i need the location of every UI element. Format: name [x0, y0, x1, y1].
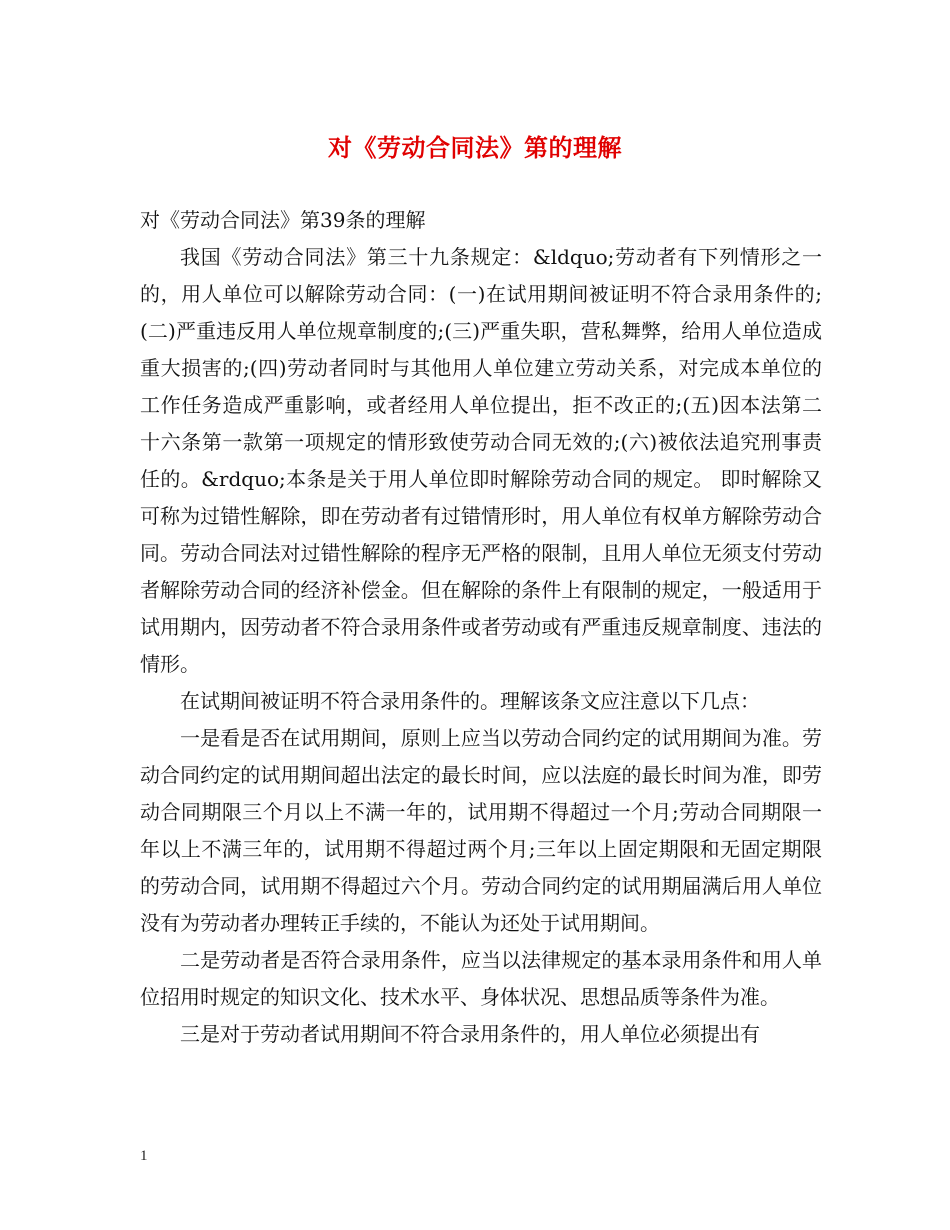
paragraph-3: 一是看是否在试用期间，原则上应当以劳动合同约定的试用期间为准。劳动合同约定的试用期间超出法定的最长时间，应以法庭的最长时间为准，即劳动合同期限三个月以上不满一年的，试用期不得超过一个月;劳动合同期限一年以上不满三年的，试用期不得超过两个月;三年以上固定期限和无固定期限的劳动合同，试用期不得超过六个月。劳动合同约定的试用期届满后用人单位没有为劳动者办理转正手续的，不能认为还处于试用期间。	[140, 726, 822, 935]
document-body	[140, 202, 822, 1053]
document-subtitle: 对《劳动合同法》第39条的理解	[140, 208, 426, 232]
page-number: 1	[140, 1148, 148, 1164]
paragraph-5: 三是对于劳动者试用期间不符合录用条件的，用人单位必须提出有	[180, 1022, 760, 1046]
document-title: 对《劳动合同法》第的理解	[328, 133, 622, 162]
paragraph-1: 我国《劳动合同法》第三十九条规定：&ldquo;劳动者有下列情形之一的，用人单位可以解除劳动合同：(一)在试用期间被证明不符合录用条件的;(二)严重违反用人单位规章制度的;(三)严重失职，营私舞弊，给用人单位造成重大损害的;(四)劳动者同时与其他用人单位建立劳动关系，对完成本单位的工作任务造成严重影响，或者经用人单位提出，拒不改正的;(五)因本法第二十六条第一款第一项规定的情形致使劳动合同无效的;(六)被依法追究刑事责任的。&rdquo;本条是关于用人单位即时解除劳动合同的规定。 即时解除又可称为过错性解除，即在劳动者有过错情形时，用人单位有权单方解除劳动合同。劳动合同法对过错性解除的程序无严格的限制，且用人单位无须支付劳动者解除劳动合同的经济补偿金。但在解除的条件上有限制的规定，一般适用于试用期内，因劳动者不符合录用条件或者劳动或有严重违反规章制度、违法的情形。	[140, 245, 822, 676]
paragraph-2: 在试期间被证明不符合录用条件的。理解该条文应注意以下几点：	[180, 689, 760, 713]
paragraph-4: 二是劳动者是否符合录用条件，应当以法律规定的基本录用条件和用人单位招用时规定的知识文化、技术水平、身体状况、思想品质等条件为准。	[140, 948, 822, 1009]
